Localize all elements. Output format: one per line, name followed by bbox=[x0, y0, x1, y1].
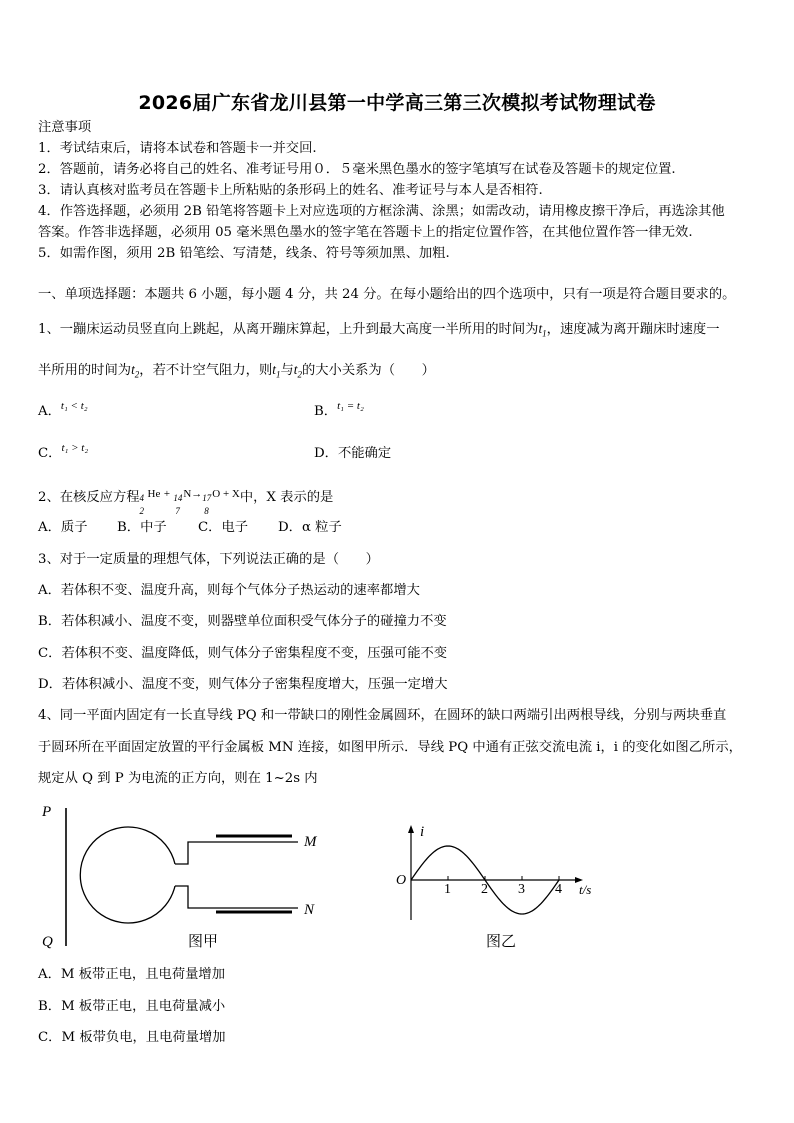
q2-stem: 2、在核反应方程 $^{4 2 He + 14 7 N\to 17 8 O + X}$中，X 表示的是 bbox=[38, 488, 334, 516]
notice-item: 3．请认真核对监考员在答题卡上所粘贴的条形码上的姓名、准考证号与本人是否相符. bbox=[38, 183, 543, 198]
q3-option-c: C．若体积不变、温度降低，则气体分子密集程度不变，压强可能不变 bbox=[38, 646, 448, 661]
figure-jia bbox=[38, 798, 338, 954]
origin-label: O bbox=[396, 873, 407, 888]
page-title: 2026届广东省龙川县第一中学高三第三次模拟考试物理试卷 bbox=[138, 92, 656, 114]
tick-label: 3 bbox=[518, 882, 525, 897]
label-p: P bbox=[42, 804, 52, 820]
i-axis-arrow bbox=[408, 825, 414, 833]
q1-option-b: B．$^{t_1 = t_2}$ bbox=[314, 400, 364, 419]
notice-item: 4．作答选择题，必须用 2B 铅笔将答题卡上对应选项的方框涂满、涂黑；如需改动，请用橡皮擦干净后，再选涂其他 bbox=[38, 204, 725, 219]
notice-heading: 注意事项 bbox=[38, 120, 92, 135]
q4-option-b: B．M 板带正电，且电荷量减小 bbox=[38, 999, 226, 1014]
q4-line1: 4、同一平面内固定有一长直导线 PQ 和一带缺口的刚性金属圆环，在圆环的缺口两端引出两根导线，分别与两块垂直 bbox=[38, 708, 727, 723]
q3-stem: 3、对于一定质量的理想气体，下列说法正确的是（ ） bbox=[38, 552, 379, 567]
notice-item: 答案。作答非选择题，必须用 05 毫米黑色墨水的签字笔在答题卡上的指定位置作答，在其他位置作答一律无效. bbox=[38, 225, 693, 240]
q1-option-d: D．不能确定 bbox=[314, 446, 392, 461]
q4-line2: 于圆环所在平面固定放置的平行金属板 MN 连接，如图甲所示．导线 PQ 中通有正弦交流电流 i，i 的变化如图乙所示， bbox=[38, 740, 742, 755]
lead-wire-n bbox=[175, 886, 298, 908]
figure-yi bbox=[388, 820, 598, 954]
caption-yi: 图乙 bbox=[486, 934, 517, 950]
notice-item: 1．考试结束后，请将本试卷和答题卡一并交回. bbox=[38, 141, 317, 156]
caption-jia: 图甲 bbox=[188, 934, 219, 950]
q1-option-a: A．$^{t_1 < t_2}$ bbox=[38, 400, 88, 419]
q1-option-c: C．$^{t_1 > t_2}$ bbox=[38, 442, 89, 461]
lead-wire-m bbox=[175, 842, 298, 864]
q2-option-d: D．α 粒子 bbox=[278, 520, 342, 535]
tick-label: 2 bbox=[481, 882, 488, 897]
label-n: N bbox=[304, 902, 315, 918]
notice-item: 2．答题前，请务必将自己的姓名、准考证号用０．５毫米黑色墨水的签字笔填写在试卷及答题卡的规定位置. bbox=[38, 162, 676, 177]
label-q: Q bbox=[42, 934, 53, 950]
tick-label: 4 bbox=[555, 882, 562, 897]
q1-line1: 1、一蹦床运动员竖直向上跳起，从离开蹦床算起，上升到最大高度一半所用的时间为$t_1$，速度减为离开蹦床时速度一 bbox=[38, 321, 720, 339]
q3-option-a: A．若体积不变、温度升高，则每个气体分子热运动的速率都增大 bbox=[38, 583, 420, 598]
q3-option-b: B．若体积减小、温度不变，则器壁单位面积受气体分子的碰撞力不变 bbox=[38, 614, 447, 629]
q4-option-a: A．M 板带正电，且电荷量增加 bbox=[38, 967, 226, 982]
q3-option-d: D．若体积减小、温度不变，则气体分子密集程度增大，压强一定增大 bbox=[38, 677, 448, 692]
section-heading: 一、单项选择题：本题共 6 小题，每小题 4 分，共 24 分。在每小题给出的四个选项中，只有一项是符合题目要求的。 bbox=[38, 287, 736, 302]
q2-option-b: B．中子 bbox=[117, 520, 167, 535]
i-label: i bbox=[420, 824, 425, 840]
t1-symbol: $t_1$ bbox=[538, 321, 547, 339]
q4-option-c: C．M 板带负电，且电荷量增加 bbox=[38, 1030, 226, 1045]
notice-item: 5．如需作图，须用 2B 铅笔绘、写清楚，线条、符号等须加黑、加粗. bbox=[38, 246, 450, 261]
q2-option-a: A．质子 bbox=[38, 520, 88, 535]
q4-line3: 规定从 Q 到 P 为电流的正方向，则在 1~2s 内 bbox=[38, 771, 318, 786]
q1-line2: 半所用的时间为$t_2$，若不计空气阻力，则$t_1$与$t_2$的大小关系为（ ） bbox=[38, 362, 435, 380]
metal-ring bbox=[80, 827, 175, 923]
tick-label: 1 bbox=[444, 882, 451, 897]
label-m: M bbox=[304, 834, 317, 850]
nuclear-equation: 4 2 He + 14 7 N→ 17 8 O + X bbox=[139, 488, 240, 516]
t-label: t/s bbox=[579, 882, 592, 897]
q2-option-c: C．电子 bbox=[198, 520, 249, 535]
